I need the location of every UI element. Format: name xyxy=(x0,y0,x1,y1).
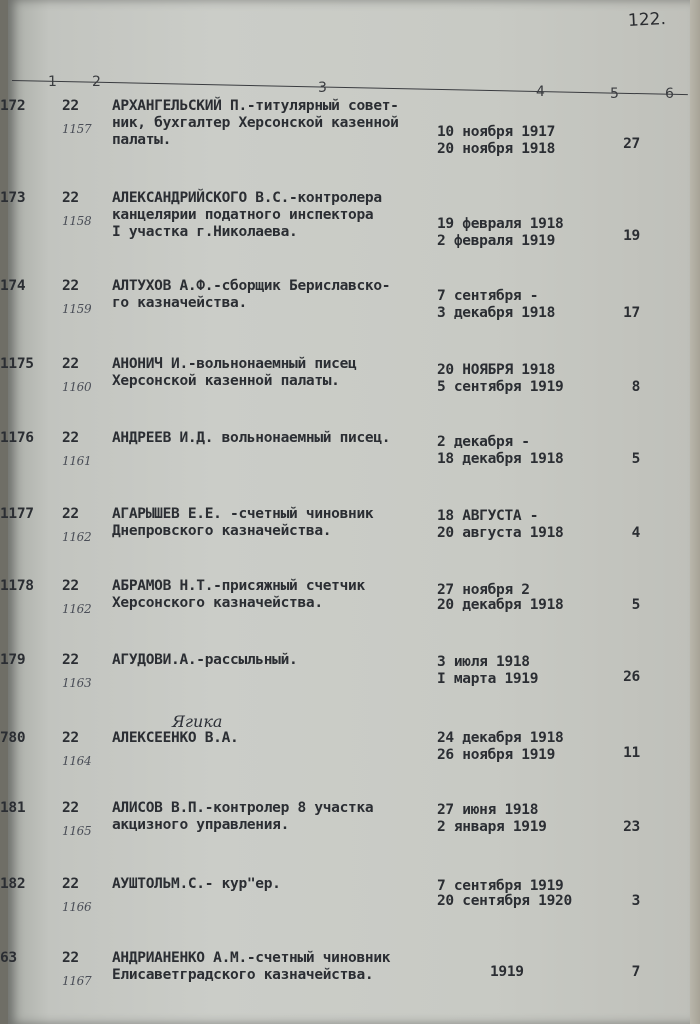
entry-description: АЛЕКСАНДРИЙСКОГО В.С.-контролера канцелярии податного инспектора I участка г.Николаева. xyxy=(112,190,382,240)
page-count: 8 xyxy=(631,379,640,395)
fund-number: 22 xyxy=(62,800,79,816)
fund-number: 22 xyxy=(62,506,79,522)
date-start: 2 декабря - xyxy=(437,434,530,450)
page-count: 7 xyxy=(631,964,640,980)
date-end: 2 января 1919 xyxy=(437,819,547,835)
page-count: 4 xyxy=(631,525,640,541)
fund-number: 22 xyxy=(62,876,79,892)
date-start: 27 июня 1918 xyxy=(437,802,539,818)
date-end: I марта 1919 xyxy=(437,671,539,687)
inventory-number: 1165 xyxy=(62,824,92,838)
entry-number: 172 xyxy=(0,98,26,114)
fund-number: 22 xyxy=(62,356,79,372)
entry-number: 1175 xyxy=(0,356,34,372)
entry-number: 182 xyxy=(0,876,26,892)
inventory-number: 1162 xyxy=(62,530,92,544)
entry-description: АГУДОВИ.А.-рассыльный. xyxy=(112,652,298,668)
date-start: 10 ноября 1917 xyxy=(437,124,556,140)
inventory-number: 1162 xyxy=(62,602,92,616)
entry-description: АЛЕКСЕЕНКО В.А. xyxy=(112,730,239,746)
list-item xyxy=(0,356,700,426)
date-end: 20 ноября 1918 xyxy=(437,141,556,157)
page-count: 23 xyxy=(623,819,640,835)
date-start: 19 февраля 1918 xyxy=(437,216,564,232)
column-header-1: 1 xyxy=(48,74,57,90)
list-item xyxy=(0,190,700,260)
list-item xyxy=(0,800,700,870)
list-item xyxy=(0,506,700,576)
inventory-number: 1166 xyxy=(62,900,92,914)
list-item xyxy=(0,578,700,648)
date-end: 18 декабря 1918 xyxy=(437,451,564,467)
list-item xyxy=(0,430,700,500)
entry-number: 1177 xyxy=(0,506,34,522)
list-item xyxy=(0,652,700,722)
page-count: 3 xyxy=(631,893,640,909)
entry-number: 174 xyxy=(0,278,26,294)
page-count: 11 xyxy=(623,745,640,761)
entry-description: АЛТУХОВ А.Ф.-сборщик Бериславско- го казначейства. xyxy=(112,278,391,311)
list-item xyxy=(0,730,700,800)
page-number: 122. xyxy=(627,9,667,31)
fund-number: 22 xyxy=(62,430,79,446)
inventory-number: 1161 xyxy=(62,454,92,468)
page-count: 19 xyxy=(623,228,640,244)
column-header-2: 2 xyxy=(92,74,101,90)
date-end: 5 сентября 1919 xyxy=(437,379,564,395)
column-header-6: 6 xyxy=(665,86,674,102)
page-count: 26 xyxy=(623,669,640,685)
entry-description: АНДРИАНЕНКО А.М.-счетный чиновник Елисаветградского казначейства. xyxy=(112,950,391,983)
inventory-number: 1157 xyxy=(62,122,92,136)
date-start: 7 сентября 1919 xyxy=(437,878,564,894)
entry-number: 1178 xyxy=(0,578,34,594)
page-count: 27 xyxy=(623,136,640,152)
entry-description: АНОНИЧ И.-вольнонаемный писец Херсонской казенной палаты. xyxy=(112,356,357,389)
fund-number: 22 xyxy=(62,652,79,668)
column-header-5: 5 xyxy=(610,86,619,102)
handwritten-note: Ягика xyxy=(172,712,223,731)
entry-number: 181 xyxy=(0,800,26,816)
date-end: 26 ноября 1919 xyxy=(437,747,556,763)
fund-number: 22 xyxy=(62,190,79,206)
inventory-number: 1163 xyxy=(62,676,92,690)
entry-number: 179 xyxy=(0,652,26,668)
entry-number: 1176 xyxy=(0,430,34,446)
fund-number: 22 xyxy=(62,730,79,746)
entry-description: АЛИСОВ В.П.-контролер 8 участка акцизного управления. xyxy=(112,800,374,833)
fund-number: 22 xyxy=(62,98,79,114)
inventory-number: 1159 xyxy=(62,302,92,316)
entry-number: 780 xyxy=(0,730,26,746)
column-header-4: 4 xyxy=(536,84,545,100)
entry-description: АРХАНГЕЛЬСКИЙ П.-титулярный совет- ник, бухгалтер Херсонской казенной палаты. xyxy=(112,98,399,148)
entry-description: АНДРЕЕВ И.Д. вольнонаемный писец. xyxy=(112,430,391,446)
date-end: 2 февраля 1919 xyxy=(437,233,556,249)
date-end: 1919 xyxy=(490,964,524,980)
date-end: 20 августа 1918 xyxy=(437,525,564,541)
page-count: 17 xyxy=(623,305,640,321)
date-end: 20 декабря 1918 xyxy=(437,597,564,613)
inventory-number: 1158 xyxy=(62,214,92,228)
inventory-number: 1160 xyxy=(62,380,92,394)
date-start: 7 сентября - xyxy=(437,288,539,304)
entry-description: АБРАМОВ Н.Т.-присяжный счетчик Херсонского казначейства. xyxy=(112,578,365,611)
entry-description: АУШТОЛЬМ.С.- кур"ер. xyxy=(112,876,281,892)
fund-number: 22 xyxy=(62,950,79,966)
entry-number: 63 xyxy=(0,950,17,966)
date-start: 24 декабря 1918 xyxy=(437,730,564,746)
date-end: 3 декабря 1918 xyxy=(437,305,556,321)
inventory-number: 1164 xyxy=(62,754,92,768)
list-item xyxy=(0,278,700,348)
date-start: 20 НОЯБРЯ 1918 xyxy=(437,362,556,378)
fund-number: 22 xyxy=(62,278,79,294)
page-count: 5 xyxy=(631,597,640,613)
date-start: 18 АВГУСТА - xyxy=(437,508,539,524)
inventory-number: 1167 xyxy=(62,974,92,988)
entry-description: АГАРЫШЕВ Е.Е. -счетный чиновник Днепровского казначейства. xyxy=(112,506,374,539)
fund-number: 22 xyxy=(62,578,79,594)
date-start: 27 ноября 2 xyxy=(437,582,530,598)
list-item xyxy=(0,98,700,168)
list-item xyxy=(0,950,700,1020)
date-start: 3 июля 1918 xyxy=(437,654,530,670)
date-end: 20 сентября 1920 xyxy=(437,893,572,909)
entry-number: 173 xyxy=(0,190,26,206)
column-header-3: 3 xyxy=(318,80,327,96)
list-item xyxy=(0,876,700,946)
page-count: 5 xyxy=(631,451,640,467)
